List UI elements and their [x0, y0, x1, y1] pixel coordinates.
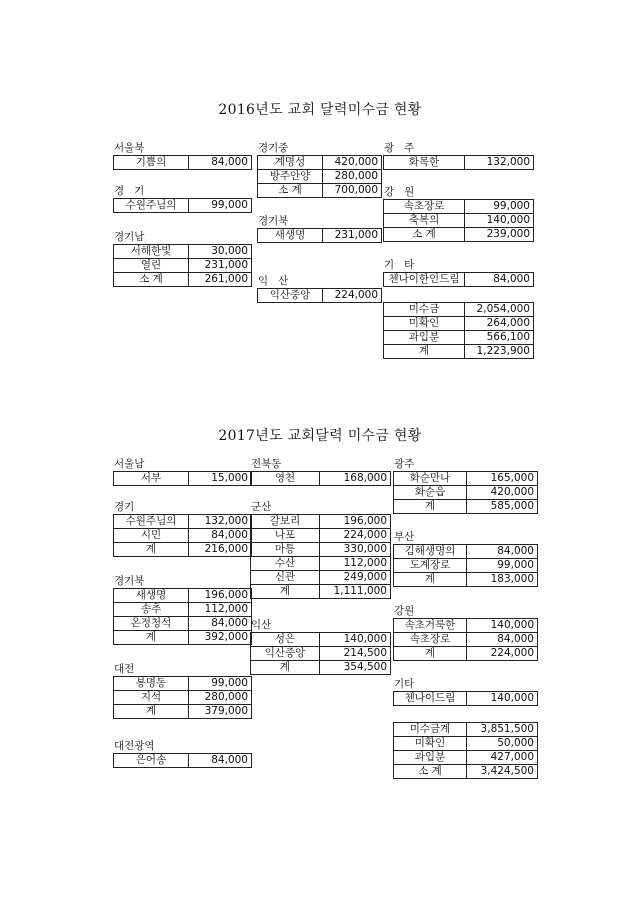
group-header: 기 타: [384, 259, 415, 271]
group-0-8: [383, 258, 534, 287]
group-header: 부산: [394, 531, 415, 543]
amount-cell: 224,000: [467, 647, 538, 661]
table-row: [394, 559, 538, 573]
church-name-cell: 계: [114, 705, 189, 719]
table-row: [394, 647, 538, 661]
table-row: [384, 331, 534, 345]
group-table: [250, 632, 391, 675]
amount-cell: 1,111,000: [320, 585, 391, 599]
church-name-cell: 기쁨의: [114, 156, 189, 170]
church-name-cell: 익산중앙: [251, 647, 320, 661]
group-header: [383, 288, 534, 302]
amount-cell: 392,000: [189, 631, 252, 645]
group-table: [383, 199, 534, 242]
group-table: [113, 588, 252, 645]
table-row: [251, 529, 391, 543]
amount-cell: 84,000: [189, 617, 252, 631]
amount-cell: 379,000: [189, 705, 252, 719]
group-0-1: [113, 184, 252, 213]
group-table: [250, 471, 391, 486]
group-table: [113, 753, 252, 768]
amount-cell: 224,000: [323, 289, 382, 303]
amount-cell: 330,000: [320, 543, 391, 557]
group-0-9: [383, 288, 534, 359]
church-name-cell: 소 계: [114, 273, 189, 287]
amount-cell: 140,000: [320, 633, 391, 647]
church-name-cell: 계: [394, 647, 467, 661]
amount-cell: 214,500: [320, 647, 391, 661]
group-header: 서울북: [114, 142, 145, 154]
amount-cell: 84,000: [467, 545, 538, 559]
church-name-cell: 계: [114, 543, 189, 557]
group-table: [257, 288, 382, 303]
amount-cell: 2,054,000: [465, 303, 534, 317]
group-table: [113, 676, 252, 719]
table-row: [114, 631, 252, 645]
amount-cell: 231,000: [323, 229, 382, 243]
amount-cell: 3,851,500: [467, 723, 538, 737]
amount-cell: 132,000: [465, 156, 534, 170]
group-header: 군산: [251, 501, 272, 513]
amount-cell: 196,000: [320, 515, 391, 529]
church-name-cell: 첸나이드림: [394, 692, 467, 706]
amount-cell: 99,000: [189, 677, 252, 691]
group-header: 경기중: [258, 142, 289, 154]
church-name-cell: 소 계: [394, 765, 467, 779]
church-name-cell: 미확인: [384, 317, 465, 331]
amount-cell: 700,000: [323, 184, 382, 198]
church-name-cell: 화목한: [384, 156, 465, 170]
table-row: [251, 543, 391, 557]
table-row: [394, 500, 538, 514]
group-header: 전북동: [251, 458, 282, 470]
church-name-cell: 지석: [114, 691, 189, 705]
church-name-cell: 계: [394, 500, 467, 514]
table-row: [258, 229, 382, 243]
table-row: [258, 184, 382, 198]
table-row: [394, 723, 538, 737]
amount-cell: 3,424,500: [467, 765, 538, 779]
group-table: [113, 514, 252, 557]
group-header: 경기남: [114, 231, 145, 243]
church-name-cell: 계: [384, 345, 465, 359]
group-0-3: [257, 141, 382, 198]
amount-cell: 231,000: [189, 259, 252, 273]
table-row: [251, 633, 391, 647]
group-header: 강원: [394, 605, 415, 617]
table-row: [251, 585, 391, 599]
church-name-cell: 영천: [251, 472, 320, 486]
table-row: [114, 245, 252, 259]
group-header: 경기북: [114, 575, 145, 587]
table-row: [251, 515, 391, 529]
group-0-4: [257, 214, 382, 243]
group-table: [393, 471, 538, 514]
table-row: [394, 633, 538, 647]
group-1-12: [393, 708, 538, 779]
amount-cell: 427,000: [467, 751, 538, 765]
amount-cell: 183,000: [467, 573, 538, 587]
amount-cell: 15,000: [189, 472, 252, 486]
group-1-2: [113, 574, 252, 645]
table-row: [114, 691, 252, 705]
group-header: 광주: [394, 458, 415, 470]
group-1-4: [113, 739, 252, 768]
amount-cell: 84,000: [465, 273, 534, 287]
group-1-7: [250, 618, 391, 675]
church-name-cell: 미확인: [394, 737, 467, 751]
church-name-cell: 과입분: [394, 751, 467, 765]
church-name-cell: 미수금계: [394, 723, 467, 737]
amount-cell: 99,000: [467, 559, 538, 573]
church-name-cell: 방주안양: [258, 170, 323, 184]
amount-cell: 280,000: [323, 170, 382, 184]
church-name-cell: 계: [251, 661, 320, 675]
group-header: 경기: [114, 501, 135, 513]
group-1-6: [250, 500, 391, 599]
table-row: [251, 472, 391, 486]
church-name-cell: 계: [394, 573, 467, 587]
group-table: [393, 544, 538, 587]
group-table: [393, 691, 538, 706]
table-row: [114, 515, 252, 529]
table-row: [394, 472, 538, 486]
church-name-cell: 신관: [251, 571, 320, 585]
table-row: [251, 647, 391, 661]
church-name-cell: 서해한빛: [114, 245, 189, 259]
group-header: 기타: [394, 678, 415, 690]
table-row: [251, 571, 391, 585]
table-row: [394, 545, 538, 559]
table-row: [114, 199, 252, 213]
group-table: [383, 302, 534, 359]
table-row: [114, 677, 252, 691]
table-row: [114, 617, 252, 631]
group-1-1: [113, 500, 252, 557]
amount-cell: 50,000: [467, 737, 538, 751]
table-row: [394, 751, 538, 765]
table-row: [394, 765, 538, 779]
church-name-cell: 수산: [251, 557, 320, 571]
church-name-cell: 소 계: [258, 184, 323, 198]
church-name-cell: 속초장로: [394, 633, 467, 647]
church-name-cell: 소 계: [384, 228, 465, 242]
group-0-0: [113, 141, 252, 170]
amount-cell: 112,000: [189, 603, 252, 617]
table-row: [384, 317, 534, 331]
amount-cell: 196,000: [189, 589, 252, 603]
group-table: [113, 471, 252, 486]
amount-cell: 140,000: [467, 619, 538, 633]
group-1-5: [250, 457, 391, 486]
table-row: [394, 619, 538, 633]
church-name-cell: 과입분: [384, 331, 465, 345]
church-name-cell: 첸나이한인드림: [384, 273, 465, 287]
group-table: [113, 244, 252, 287]
church-name-cell: 익산중앙: [258, 289, 323, 303]
table-row: [114, 273, 252, 287]
amount-cell: 168,000: [320, 472, 391, 486]
group-header: 익산: [251, 619, 272, 631]
table-row: [258, 289, 382, 303]
church-name-cell: 갈보리: [251, 515, 320, 529]
table-row: [384, 156, 534, 170]
group-1-3: [113, 662, 252, 719]
amount-cell: 84,000: [467, 633, 538, 647]
group-header: 강 원: [384, 186, 415, 198]
table-row: [258, 156, 382, 170]
group-table: [393, 722, 538, 779]
church-name-cell: 미수금: [384, 303, 465, 317]
church-name-cell: 김해생명의: [394, 545, 467, 559]
group-table: [113, 155, 252, 170]
amount-cell: 132,000: [189, 515, 252, 529]
amount-cell: 354,500: [320, 661, 391, 675]
amount-cell: 140,000: [465, 214, 534, 228]
table-row: [114, 603, 252, 617]
church-name-cell: 은어송: [114, 754, 189, 768]
amount-cell: 264,000: [465, 317, 534, 331]
church-name-cell: 송추: [114, 603, 189, 617]
group-1-8: [393, 457, 538, 514]
group-0-2: [113, 230, 252, 287]
group-1-0: [113, 457, 252, 486]
church-name-cell: 속초거룩한: [394, 619, 467, 633]
church-name-cell: 화순만나: [394, 472, 467, 486]
table-row: [258, 170, 382, 184]
church-name-cell: 수원주님의: [114, 515, 189, 529]
amount-cell: 239,000: [465, 228, 534, 242]
group-table: [393, 618, 538, 661]
group-0-7: [383, 185, 534, 242]
church-name-cell: 시민: [114, 529, 189, 543]
church-name-cell: 화순읍: [394, 486, 467, 500]
group-0-5: [257, 274, 382, 303]
group-header: 서울남: [114, 458, 145, 470]
amount-cell: 84,000: [189, 754, 252, 768]
table-row: [114, 472, 252, 486]
amount-cell: 224,000: [320, 529, 391, 543]
table-row: [114, 259, 252, 273]
amount-cell: 585,000: [467, 500, 538, 514]
table-row: [394, 692, 538, 706]
table-row: [384, 214, 534, 228]
amount-cell: 84,000: [189, 529, 252, 543]
church-name-cell: 축복의: [384, 214, 465, 228]
amount-cell: 249,000: [320, 571, 391, 585]
amount-cell: 30,000: [189, 245, 252, 259]
table-row: [114, 754, 252, 768]
table-row: [394, 486, 538, 500]
group-header: 광 주: [384, 142, 415, 154]
church-name-cell: 계: [251, 585, 320, 599]
amount-cell: 566,100: [465, 331, 534, 345]
amount-cell: 261,000: [189, 273, 252, 287]
church-name-cell: 계명성: [258, 156, 323, 170]
church-name-cell: 수원주님의: [114, 199, 189, 213]
table-row: [384, 273, 534, 287]
table-row: [114, 589, 252, 603]
amount-cell: 140,000: [467, 692, 538, 706]
table-row: [384, 200, 534, 214]
group-header: 대전광역: [114, 740, 155, 752]
group-table: [257, 228, 382, 243]
table-row: [114, 705, 252, 719]
table-row: [114, 529, 252, 543]
amount-cell: 216,000: [189, 543, 252, 557]
church-name-cell: 열린: [114, 259, 189, 273]
group-table: [383, 272, 534, 287]
group-table: [250, 514, 391, 599]
table-row: [384, 303, 534, 317]
church-name-cell: 도계장로: [394, 559, 467, 573]
church-name-cell: 새생명: [258, 229, 323, 243]
church-name-cell: 속초장로: [384, 200, 465, 214]
table-row: [251, 661, 391, 675]
page-title-2016: 2016년도 교회 달력미수금 현황: [218, 102, 422, 118]
table-row: [384, 345, 534, 359]
table-row: [394, 737, 538, 751]
amount-cell: 280,000: [189, 691, 252, 705]
church-name-cell: 성은: [251, 633, 320, 647]
group-header: 대전: [114, 663, 135, 675]
table-row: [394, 573, 538, 587]
group-1-10: [393, 604, 538, 661]
group-table: [113, 198, 252, 213]
group-header: 경기북: [258, 215, 289, 227]
amount-cell: 112,000: [320, 557, 391, 571]
table-row: [251, 557, 391, 571]
group-header: 경 기: [114, 185, 145, 197]
table-row: [114, 156, 252, 170]
church-name-cell: 나포: [251, 529, 320, 543]
amount-cell: 1,223,900: [465, 345, 534, 359]
group-1-9: [393, 530, 538, 587]
amount-cell: 420,000: [323, 156, 382, 170]
group-header: [393, 708, 538, 722]
page-title-2017: 2017년도 교회달력 미수금 현황: [218, 428, 422, 444]
amount-cell: 420,000: [467, 486, 538, 500]
church-name-cell: 봉명동: [114, 677, 189, 691]
amount-cell: 84,000: [189, 156, 252, 170]
amount-cell: 165,000: [467, 472, 538, 486]
table-row: [384, 228, 534, 242]
table-row: [114, 543, 252, 557]
amount-cell: 99,000: [465, 200, 534, 214]
church-name-cell: 새생명: [114, 589, 189, 603]
group-1-11: [393, 677, 538, 706]
group-table: [257, 155, 382, 198]
group-header: 익 산: [258, 275, 289, 287]
amount-cell: 99,000: [189, 199, 252, 213]
group-0-6: [383, 141, 534, 170]
group-table: [383, 155, 534, 170]
church-name-cell: 서부: [114, 472, 189, 486]
church-name-cell: 계: [114, 631, 189, 645]
church-name-cell: 마틍: [251, 543, 320, 557]
church-name-cell: 온정청석: [114, 617, 189, 631]
